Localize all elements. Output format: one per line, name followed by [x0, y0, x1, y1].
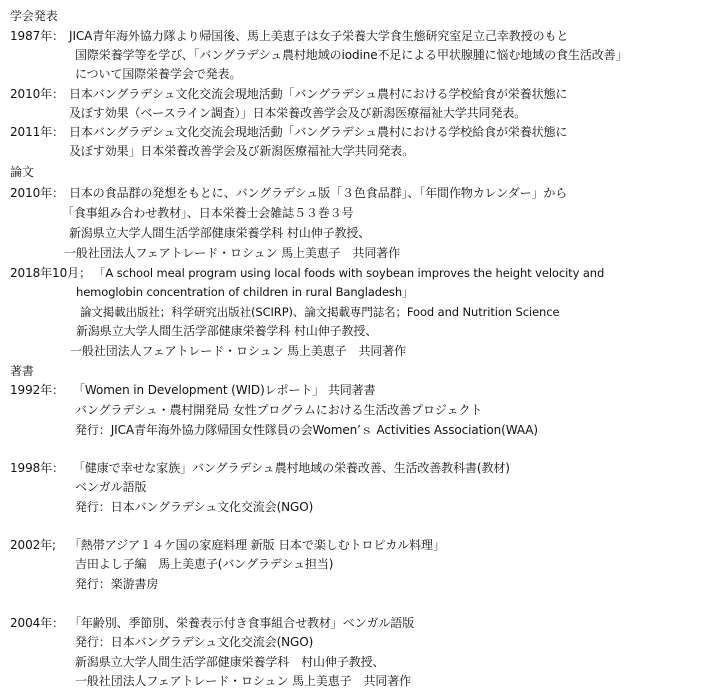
entry-year: 2010年：: [10, 87, 64, 101]
entry-line: 「健康で幸せな家族」バングラデシュ農村地域の栄養改善、生活改善教科書(教材): [73, 461, 510, 475]
entry-line: ベンガル語版: [75, 480, 147, 494]
entry-year: 2004年：: [10, 616, 64, 630]
entry-year: 1992年：: [10, 383, 64, 397]
entry-line: 「Women in Development (WID)レポート」 共同著書: [73, 383, 376, 397]
entry-line: について国際栄養学会で発表。: [75, 67, 242, 81]
entry-line: 及ぼす効果（ベースライン調査）」日本栄養改善学会及び新潟医療福祉大学共同発表。: [69, 106, 527, 120]
entry-line: 発行：日本バングラデシュ文化交流会(NGO): [75, 500, 314, 514]
entry-line: 一般社団法人フェアトレード・ロシュン 馬上美恵子 共同著作: [64, 246, 401, 260]
entry-line: 新潟県立大学人間生活学部健康栄養学科 村山伸子教授、: [76, 324, 378, 338]
entry-line: 論文掲載出版社；科学研究出版社(SCIRP)、論文掲載専門誌名；Food and Nutrition Science: [80, 305, 560, 319]
entry-line: 発行：楽游書房: [75, 577, 159, 591]
entry-line: JICA青年海外協力隊より帰国後、馬上美恵子は女子栄養大学食生態研究室足立己幸教授のもと: [69, 29, 569, 43]
entry-year: 2018年10月；: [10, 266, 91, 280]
section-heading-books: 著書: [10, 364, 34, 378]
entry-year: 2010年：: [10, 186, 64, 200]
entry-line: 一般社団法人フェアトレード・ロシュン 馬上美恵子 共同著作: [75, 674, 412, 688]
entry-line: バングラデシュ・農村開発局 女性プログラムにおける生活改善プロジェクト: [75, 403, 483, 417]
section-heading-conference: 学会発表: [10, 9, 58, 23]
entry-year: 1998年：: [10, 461, 64, 475]
entry-line: 新潟県立大学人間生活学部健康栄養学科 村山伸子教授、: [69, 226, 371, 240]
entry-year: 1987年：: [10, 29, 64, 43]
entry-line: 及ぼす効果」日本栄養改善学会及び新潟医療福祉大学共同発表。: [69, 144, 415, 158]
entry-line: 「食事組み合わせ教材」、日本栄養士会雑誌５３巻３号: [62, 206, 354, 220]
entry-line: 日本バングラデシュ文化交流会現地活動「バングラデシュ農村における学校給食が栄養状態に: [69, 87, 568, 101]
entry-line: 発行：日本バングラデシュ文化交流会(NGO): [75, 635, 314, 649]
entry-line: 「A school meal program using local foods with soybean improves the height velocity and: [94, 266, 605, 280]
entry-year: 2011年：: [10, 125, 64, 139]
entry-line: 日本バングラデシュ文化交流会現地活動「バングラデシュ農村における学校給食が栄養状態に: [69, 125, 568, 139]
entry-line: hemoglobin concentration of children in rural Bangladesh」: [76, 285, 414, 299]
entry-year: 2002年;: [10, 538, 56, 552]
entry-line: 国際栄養学等を学び、「バングラデシュ農村地域のiodine不足による甲状腺腫に悩む地域の食生活改善」: [75, 48, 628, 62]
entry-line: 日本の食品群の発想をもとに、バングラデシュ版「３色食品群」、「年間作物カレンダー」から: [69, 186, 568, 200]
entry-line: 「年齢別、季節別、栄養表示付き食事組合せ教材」ベンガル語版: [69, 616, 415, 630]
entry-line: 一般社団法人フェアトレード・ロシュン 馬上美恵子 共同著作: [70, 344, 407, 358]
entry-line: 発行：JICA青年海外協力隊帰国女性隊員の会Women’ｓ Activities Association(WAA): [75, 423, 538, 437]
entry-line: 新潟県立大学人間生活学部健康栄養学科 村山伸子教授、: [75, 655, 385, 669]
section-heading-papers: 論文: [10, 165, 34, 179]
entry-line: 吉田よし子編 馬上美恵子(バングラデシュ担当): [75, 557, 334, 571]
entry-line: 「熱帯アジア１４ケ国の家庭料理 新版 日本で楽しむトロピカル料理」: [69, 538, 445, 552]
